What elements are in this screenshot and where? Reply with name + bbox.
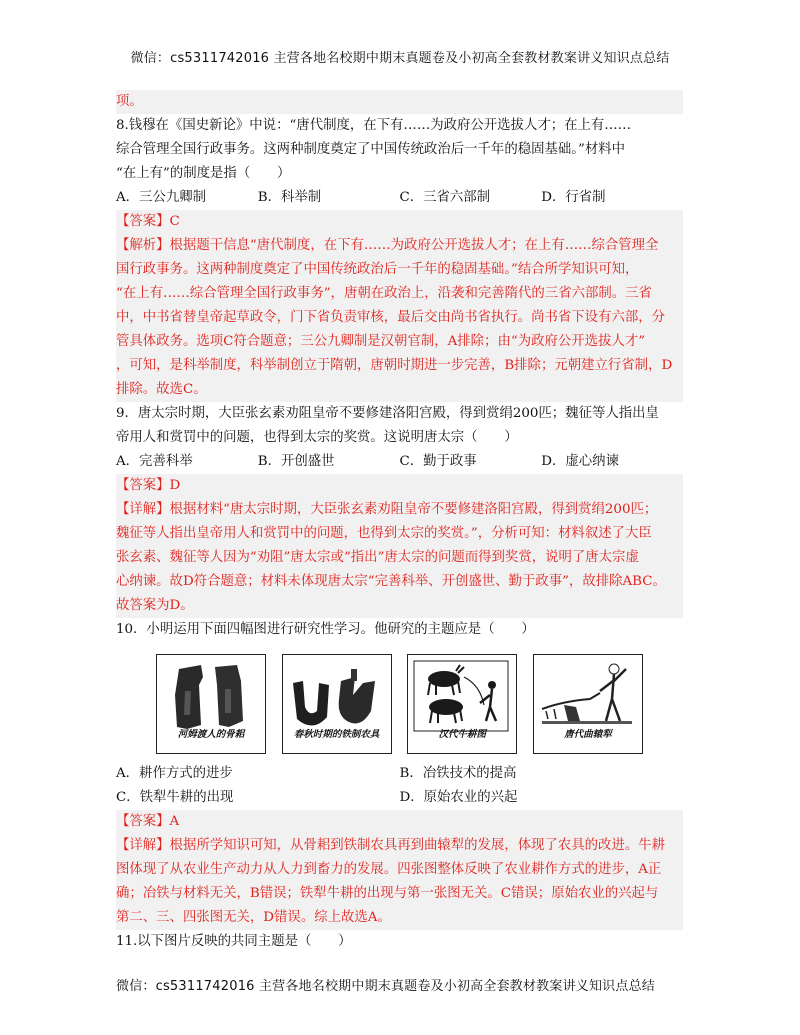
analysis-line: 【详解】根据所学知识可知，从骨耜到铁制农具再到曲辕犁的发展，体现了农具的改进。牛耕: [116, 838, 666, 853]
analysis-line: 故答案为D。: [116, 598, 194, 613]
option-b: B．冶铁技术的提高: [399, 766, 517, 781]
option-c: C．铁犁牛耕的出现: [116, 790, 234, 805]
option-c: C．勤于政事: [399, 454, 477, 469]
figure-caption: 河姆渡人的骨耜: [177, 729, 245, 740]
page-footer: 微信：cs5311742016 主营各地名校期中期末真题卷及小初高全套教材教案讲义知识点总结: [116, 979, 655, 994]
previous-question-tail: 项。: [116, 90, 683, 114]
question-9: [116, 402, 683, 618]
analysis-line: 图体现了从农业生产动力从人力到畜力的发展。四张图整体反映了农业耕作方式的进步，A正: [116, 862, 662, 877]
option-d: D．原始农业的兴起: [399, 790, 518, 805]
analysis-line: 【详解】根据材料“唐太宗时期，大臣张玄素劝阻皇帝不要修建洛阳宫殿，得到赏绢200匹；: [116, 502, 658, 517]
question-8-line-2: 综合管理全国行政事务。这两种制度奠定了中国传统政治后一千年的稳固基础。”材料中: [116, 142, 625, 157]
analysis-line: 国行政事务。这两种制度奠定了中国传统政治后一千年的稳固基础。”结合所学知识可知，: [116, 262, 639, 277]
analysis-line: 魏征等人指出皇帝用人和赏罚中的问题，也得到太宗的奖赏。”，分析可知：材料叙述了大臣: [116, 526, 652, 541]
analysis-line: 第二、三、四张图无关，D错误。综上故选A。: [116, 910, 391, 925]
analysis-line: ，可知，是科举制度，科举制创立于隋朝，唐朝时期进一步完善，B排除；元朝建立行省制，D: [116, 358, 673, 373]
option-a: A．三公九卿制: [116, 190, 207, 205]
question-10-line-1: 10．小明运用下面四幅图进行研究性学习。他研究的主题应是（ ）: [116, 622, 535, 637]
analysis-line: 管具体政务。选项C符合题意；三公九卿制是汉朝官制，A排除；由“为政府公开选拔人才”: [116, 334, 646, 349]
option-c: C．三省六部制: [399, 190, 491, 205]
question-8-line-3: “在上有”的制度是指（ ）: [116, 166, 291, 181]
option-a: A．完善科举: [116, 454, 193, 469]
figure-ox-plowing: [407, 654, 517, 754]
question-10-options-row-1: [116, 762, 683, 786]
figure-bone-spade: [156, 654, 266, 754]
document-body: [116, 92, 683, 954]
figure-caption: 唐代曲辕犁: [564, 729, 612, 740]
question-9-answer-block: [116, 474, 683, 618]
question-10-answer-block: [116, 810, 683, 930]
question-10-options-row-2: [116, 786, 683, 810]
answer-label: 【答案】D: [116, 478, 181, 493]
question-8-options: [116, 186, 683, 210]
question-8: [116, 114, 683, 402]
question-10-figures: [156, 654, 643, 754]
question-10: [116, 618, 683, 930]
analysis-line: 排除。故选C。: [116, 382, 207, 397]
option-d: D．虚心纳谏: [541, 454, 619, 469]
analysis-line: 张玄素、魏征等人因为“劝阻”唐太宗或“指出”唐太宗的问题而得到奖赏，说明了唐太宗虚: [116, 550, 639, 565]
analysis-line: 中，中书省替皇帝起草政令，门下省负责审核，最后交由尚书省执行。尚书省下设有六部，分: [116, 310, 666, 325]
question-8-answer-block: [116, 210, 683, 402]
page-header: 微信：cs5311742016 主营各地名校期中期末真题卷及小初高全套教材教案讲义知识点总结: [130, 51, 670, 66]
question-9-line-2: 帝用人和赏罚中的问题，也得到太宗的奖赏。这说明唐太宗（ ）: [116, 430, 518, 445]
figure-caption: 汉代牛耕图: [438, 729, 487, 740]
analysis-line: 确；冶铁与材料无关，B错误；铁犁牛耕的出现与第一张图无关。C错误；原始农业的兴起与: [116, 886, 659, 901]
question-11-line-1: 11.以下图片反映的共同主题是（ ）: [116, 934, 352, 949]
figure-caption: 春秋时期的铁制农具: [293, 729, 380, 740]
answer-label: 【答案】C: [116, 214, 180, 229]
answer-label: 【答案】A: [116, 814, 180, 829]
option-b: B．开创盛世: [257, 454, 335, 469]
option-a: A．耕作方式的进步: [116, 766, 233, 781]
analysis-line: 【解析】根据题干信息“唐代制度，在下有……为政府公开选拔人才；在上有……综合管理全: [116, 238, 659, 253]
option-d: D．行省制: [541, 190, 606, 205]
question-9-options: [116, 450, 683, 474]
analysis-line: “在上有……综合管理全国行政事务”，唐朝在政治上，沿袭和完善隋代的三省六部制。三省: [116, 286, 652, 301]
question-8-line-1: 8.钱穆在《国史新论》中说：“唐代制度，在下有……为政府公开选拔人才；在上有……: [116, 118, 632, 133]
question-9-line-1: 9．唐太宗时期，大臣张玄素劝阻皇帝不要修建洛阳宫殿，得到赏绢200匹；魏征等人指出皇: [116, 406, 659, 421]
figure-iron-tools: [282, 654, 392, 754]
figure-curved-plow: [533, 654, 643, 754]
analysis-line: 心纳谏。故D符合题意；材料未体现唐太宗“完善科举、开创盛世、勤于政事”，故排除ABC。: [116, 574, 666, 589]
question-11: [116, 930, 683, 954]
option-b: B．科举制: [257, 190, 322, 205]
